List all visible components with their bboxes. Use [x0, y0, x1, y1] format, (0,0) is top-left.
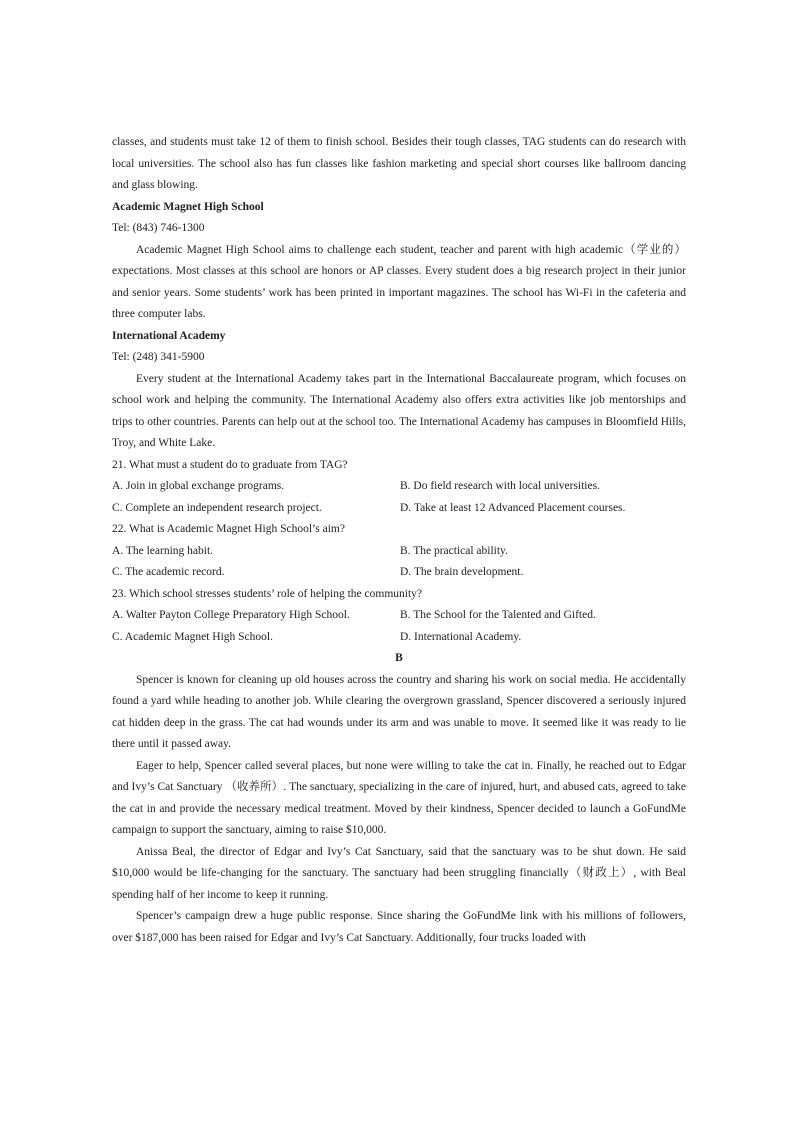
passage-paragraph-4: Spencer’s campaign drew a huge public response. Since sharing the GoFundMe link with his millions of followers, over $187,000 has been raised for Edgar and Ivy’s Cat Sanctuary. Additionally, four trucks loaded with	[112, 910, 686, 944]
section-heading-b: B	[395, 652, 403, 664]
passage-paragraph-2: Eager to help, Spencer called several places, but none were willing to take the cat in. Finally, he reached out to Edgar and Ivy’s Cat Sanctuary （收养所）. The sanctuary, specializing in the care of injured, hurt, and abused cats, agreed to take the cat in and provide the necessary medical treatment. Moved by their kindness, Spencer decided to launch a GoFundMe campaign to support the sanctuary, aiming to raise $10,000.	[112, 759, 686, 836]
school-tel-international-academy: Tel: (248) 341-5900	[112, 351, 205, 363]
option-b: B. Do field research with local universities.	[400, 480, 600, 492]
school-desc-academic-magnet: Academic Magnet High School aims to challenge each student, teacher and parent with high academic（学业的） expectations. Most classes at this school are honors or AP classes. Every student does a big research project in their junior and senior years. Some students’ work has been printed in important magazines. The school has Wi-Fi in the cafeteria and three computer labs.	[112, 243, 686, 320]
option-c: C. Complete an independent research project.	[112, 501, 322, 514]
question-22	[112, 519, 686, 584]
option-a: A. Join in global exchange programs.	[112, 480, 285, 492]
option-d: D. International Academy.	[400, 630, 522, 643]
question-stem: 21. What must a student do to graduate from TAG?	[112, 458, 348, 471]
passage-paragraph-3: Anissa Beal, the director of Edgar and Ivy’s Cat Sanctuary, said that the sanctuary was to be shut down. He said $10,000 would be life-changing for the sanctuary. The sanctuary had been struggling financially（财政上）, with Beal spending half of her income to keep it running.	[112, 845, 686, 901]
option-c: C. The academic record.	[112, 566, 225, 578]
option-b: B. The practical ability.	[400, 544, 508, 557]
passage-paragraph-1: Spencer is known for cleaning up old houses across the country and sharing his work on social media. He accidentally found a yard while heading to another job. While clearing the overgrown grassland, Spencer discovered a seriously injured cat hidden deep in the grass. The cat had wounds under its arm and was unable to move. It seemed like it was ready to lie there until it passed away.	[112, 673, 686, 750]
school-name-international-academy: International Academy	[112, 329, 226, 342]
option-d: D. The brain development.	[400, 566, 524, 578]
intro-paragraph: classes, and students must take 12 of them to finish school. Besides their tough classes, TAG students can do research with local universities. The school also has fun classes like fashion marketing and special short courses like ballroom dancing and glass blowing.	[112, 136, 686, 191]
option-b: B. The School for the Talented and Gifted.	[400, 609, 596, 621]
option-a: A. The learning habit.	[112, 544, 214, 557]
option-c: C. Academic Magnet High School.	[112, 630, 273, 643]
option-a: A. Walter Payton College Preparatory High School.	[112, 609, 350, 621]
question-stem: 23. Which school stresses students’ role of helping the community?	[112, 587, 423, 600]
school-tel-academic-magnet: Tel: (843) 746-1300	[112, 222, 205, 234]
question-23	[112, 584, 686, 649]
option-d: D. Take at least 12 Advanced Placement courses.	[400, 501, 626, 514]
question-21	[112, 455, 686, 520]
school-name-academic-magnet: Academic Magnet High School	[112, 200, 264, 213]
question-stem: 22. What is Academic Magnet High School’s aim?	[112, 523, 345, 535]
document-page	[112, 132, 686, 949]
school-desc-international-academy: Every student at the International Academy takes part in the International Baccalaureate program, which focuses on school work and helping the community. The International Academy also offers extra activities like job mentorships and trips to other countries. Parents can help out at the school too. The International Academy has campuses in Bloomfield Hills, Troy, and White Lake.	[112, 372, 686, 449]
